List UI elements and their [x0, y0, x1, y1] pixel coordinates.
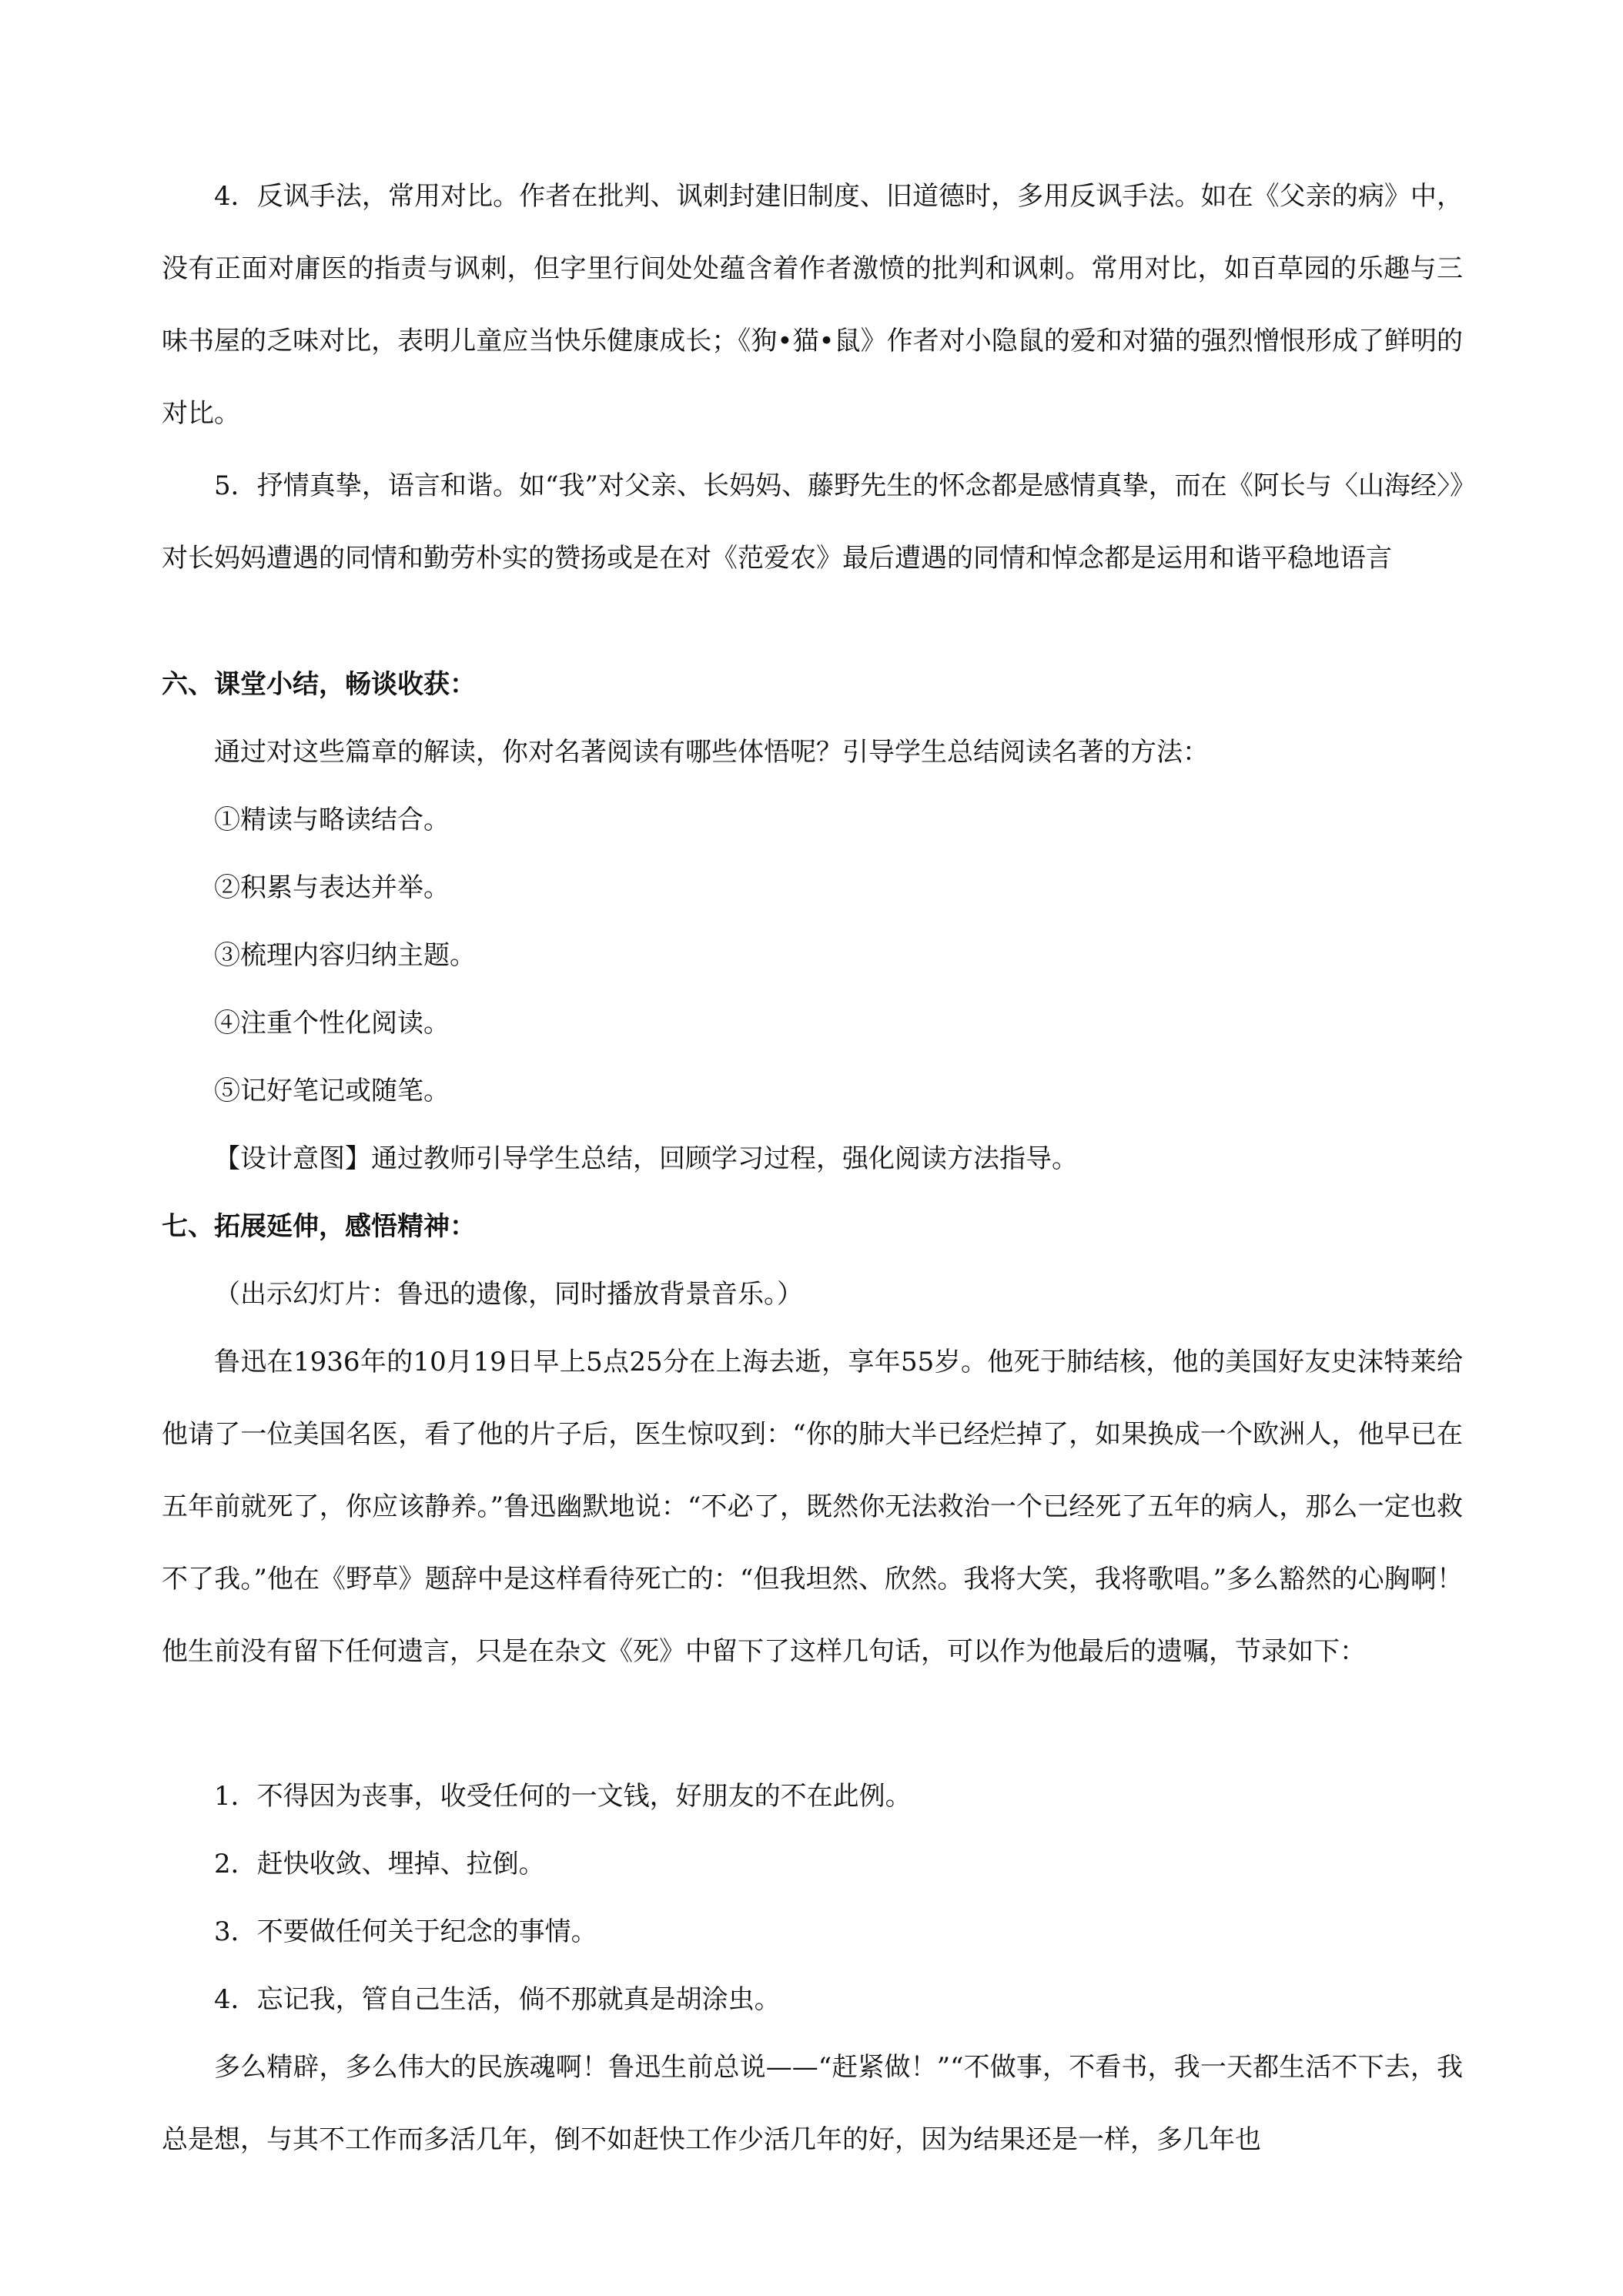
section-6-heading: 六、课堂小结，畅谈收获：	[162, 669, 476, 700]
luxun-death-paragraph: 鲁迅在1936年的10月19日早上5点25分在上海去逝，享年55岁。他死于肺结核，他的美国好友史沫特莱给他请了一位美国名医，看了他的片子后，医生惊叹到：“你的肺大半已经烂掉了，如果换成一个欧洲人，他早已在五年前就死了，你应该静养。”鲁迅幽默地说：“不必了，既然你无法救治一个已经死了五年的病人，那么一定也救不了我。”他在《野草》题辞中是这样看待死亡的：“但我坦然、欣然。我将大笑，我将歌唱。”多么豁然的心胸啊！他生前没有留下任何遗言，只是在杂文《死》中留下了这样几句话，可以作为他最后的遗嘱，节录如下：	[162, 1347, 1463, 1667]
will-item: 3．不要做任何关于纪念的事情。	[214, 1916, 597, 1947]
slide-note: （出示幻灯片：鲁迅的遗像，同时播放背景音乐。）	[214, 1279, 803, 1310]
closing-paragraph: 多么精辟，多么伟大的民族魂啊！鲁迅生前总说——“赶紧做！”“不做事，不看书，我一天都生活不下去，我总是想，与其不工作而多活几年，倒不如赶快工作少活几年的好，因为结果还是一样，多几年也	[162, 2052, 1463, 2155]
method-item: ⑤记好笔记或随笔。	[214, 1076, 450, 1106]
method-item: ④注重个性化阅读。	[214, 1008, 450, 1039]
section-6-intro: 通过对这些篇章的解读，你对名著阅读有哪些体悟呢？引导学生总结阅读名著的方法：	[214, 737, 1209, 768]
will-item: 2．赶快收敛、埋掉、拉倒。	[214, 1849, 545, 1879]
point-5-paragraph: 5．抒情真挚，语言和谐。如“我”对父亲、长妈妈、藤野先生的怀念都是感情真挚，而在《阿长与〈山海经〉》对长妈妈遭遇的同情和勤劳朴实的赞扬或是在对《范爱农》最后遭遇的同情和悼念都是运用和谐平稳地语言	[162, 470, 1463, 574]
will-item: 4．忘记我，管自己生活，倘不那就真是胡涂虫。	[214, 1984, 781, 2015]
method-item: ①精读与略读结合。	[214, 805, 450, 835]
will-item: 1．不得因为丧事，收受任何的一文钱，好朋友的不在此例。	[214, 1781, 912, 1812]
point-4-paragraph: 4．反讽手法，常用对比。作者在批判、讽刺封建旧制度、旧道德时，多用反讽手法。如在《父亲的病》中，没有正面对庸医的指责与讽刺，但字里行间处处蕴含着作者激愤的批判和讽刺。常用对比，如百草园的乐趣与三味书屋的乏味对比，表明儿童应当快乐健康成长；《狗•猫•鼠》作者对小隐鼠的爱和对猫的强烈憎恨形成了鲜明的对比。	[162, 181, 1463, 429]
design-intent: 【设计意图】通过教师引导学生总结，回顾学习过程，强化阅读方法指导。	[214, 1143, 1078, 1174]
section-7-heading: 七、拓展延伸，感悟精神：	[162, 1211, 476, 1242]
method-item: ③梳理内容归纳主题。	[214, 940, 476, 971]
method-item: ②积累与表达并举。	[214, 872, 450, 903]
